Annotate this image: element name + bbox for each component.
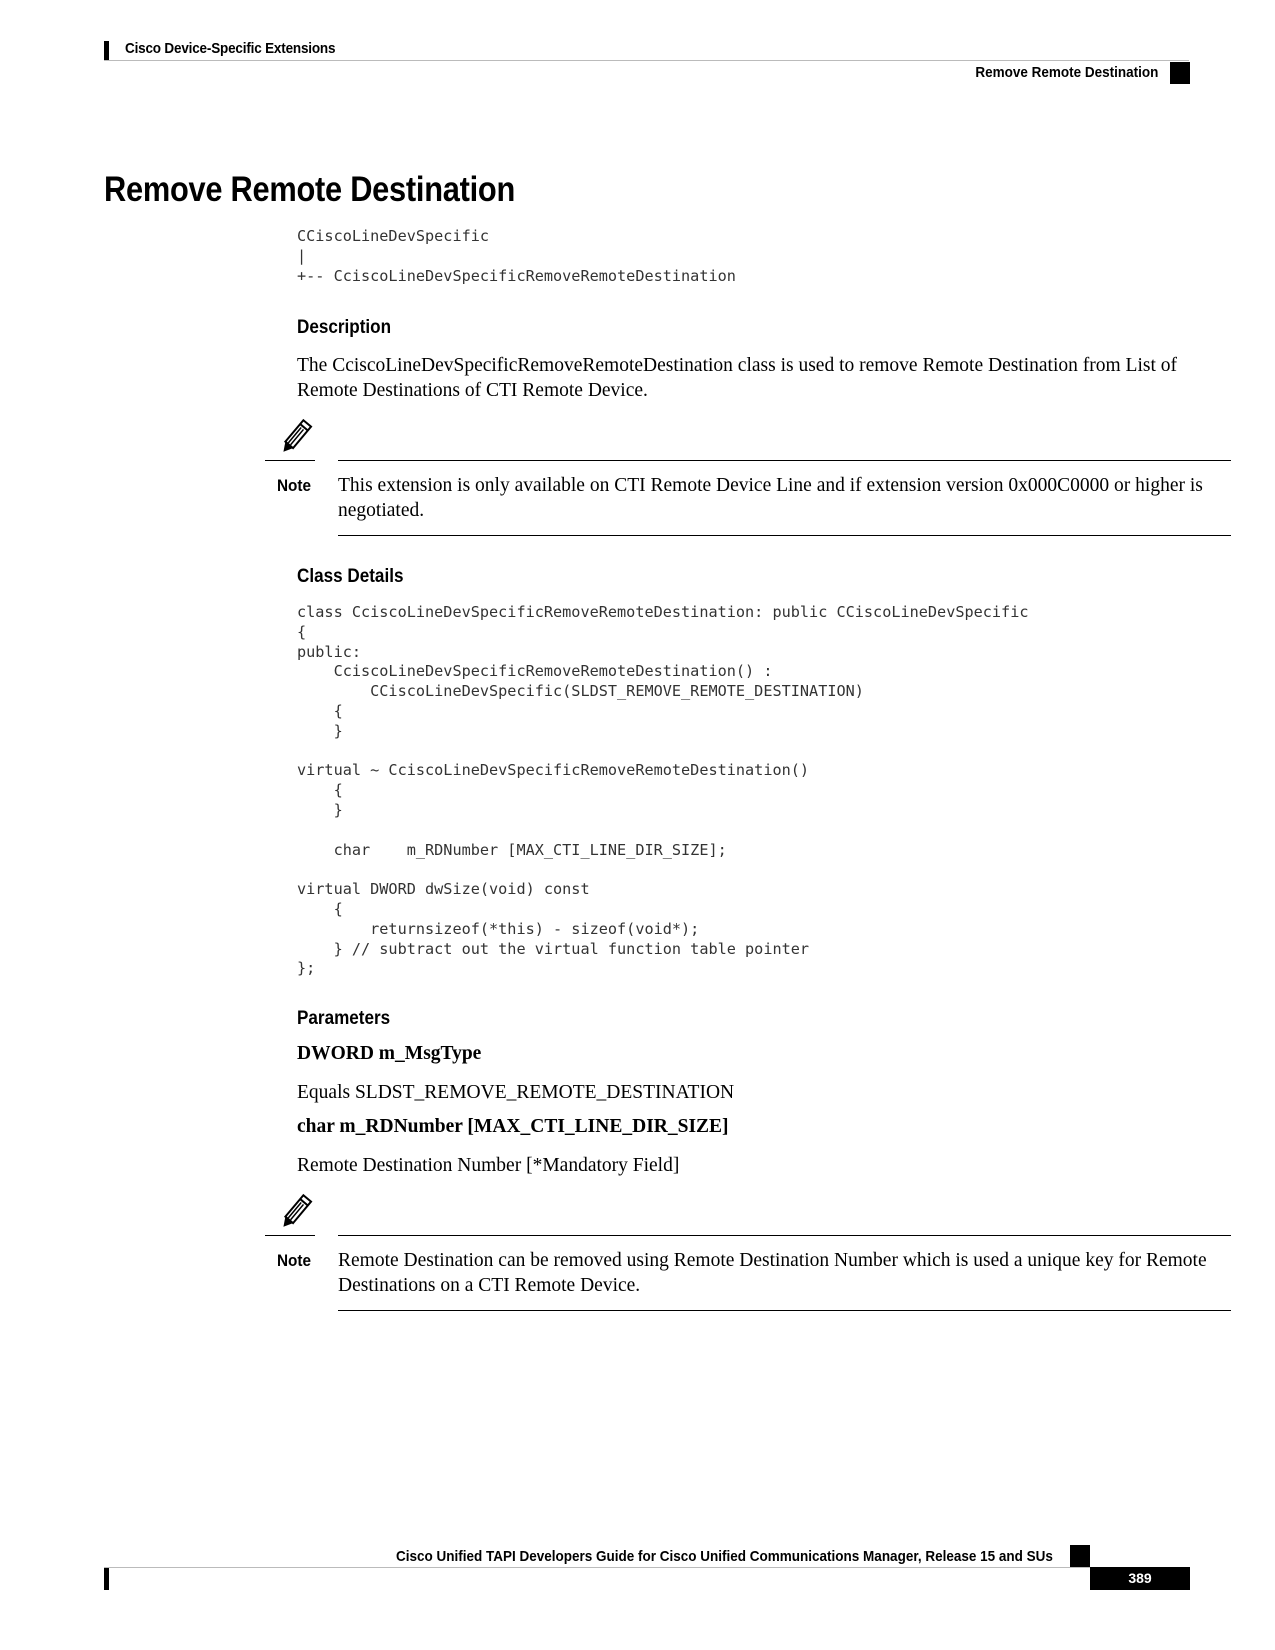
class-details-code-block (297, 603, 1029, 979)
param-1-body (297, 1080, 734, 1105)
note2-bottom-rule (338, 1310, 1231, 1311)
pencil-icon (275, 1193, 315, 1233)
note1-label: Note (277, 476, 312, 495)
note2-text: Remote Destination can be removed using Remote Destination Number which is used a unique key for Remote Destinations on a CTI Remote Device. (338, 1250, 1207, 1296)
parameters-section (297, 1008, 401, 1030)
chapter-title: Cisco Device-Specific Extensions (125, 40, 336, 57)
param-2 (297, 1116, 729, 1138)
class-details-section (297, 566, 415, 588)
note2-label: Note (277, 1251, 312, 1270)
note2-icon-rule (265, 1235, 315, 1236)
footer-marker (1070, 1545, 1090, 1567)
class-details-code: class CciscoLineDevSpecificRemoveRemoteDestination: public CCiscoLineDevSpecific { public: CciscoLineDevSpecificRemoveRemoteDestination() : CCiscoLineDevSpecific(SLDST_REMOVE_REMOTE_DESTINATION) { } virtual ~ CciscoLineDevSpecificRemoveRemoteDestination() { } char m_RDNumber [MAX_CTI_LINE_DIR_SIZE]; virtual DWORD dwSize(void) const { returnsizeof(*this) - sizeof(void*); } // subtract out the virtual function table pointer }; (297, 603, 1029, 978)
footer-rule (104, 1567, 1090, 1568)
description-text: The CciscoLineDevSpecificRemoveRemoteDestination class is used to remove Remote Destination from List of Remote Destinations of CTI Remote Device. (297, 355, 1177, 401)
note1-bottom-rule (338, 535, 1231, 536)
header-marker (1170, 62, 1190, 84)
hierarchy-block (297, 227, 736, 286)
param-1-name: DWORD m_MsgType (297, 1043, 482, 1064)
footer-guide-title: Cisco Unified TAPI Developers Guide for Cisco Unified Communications Manager, Release 15 and SUs (396, 1548, 1053, 1565)
class-hierarchy: CCiscoLineDevSpecific | +-- CciscoLineDevSpecificRemoveRemoteDestination (297, 227, 736, 285)
param-2-desc: Remote Destination Number [*Mandatory Field] (297, 1155, 680, 1176)
header-bar (104, 41, 109, 61)
pencil-icon (275, 418, 315, 458)
section-title: Remove Remote Destination (974, 64, 1158, 81)
class-details-heading: Class Details (297, 566, 404, 587)
param-2-name: char m_RDNumber [MAX_CTI_LINE_DIR_SIZE] (297, 1116, 729, 1137)
parameters-heading: Parameters (297, 1008, 391, 1029)
page-title: Remove Remote Destination (104, 170, 516, 209)
param-1-desc: Equals SLDST_REMOVE_REMOTE_DESTINATION (297, 1082, 735, 1103)
page-number: 389 (1090, 1567, 1190, 1590)
param-1 (297, 1043, 481, 1065)
description-body (297, 353, 1177, 403)
description-section (297, 317, 402, 339)
param-2-body (297, 1153, 679, 1178)
note1-text: This extension is only available on CTI Remote Device Line and if extension version 0x000C0000 or higher is negotiated. (338, 475, 1203, 521)
description-heading: Description (297, 317, 392, 338)
note2-top-rule (338, 1235, 1231, 1236)
note1-icon-rule (265, 460, 315, 461)
footer-bar (104, 1568, 109, 1590)
header-rule (104, 60, 1189, 61)
note1-top-rule (338, 460, 1231, 461)
